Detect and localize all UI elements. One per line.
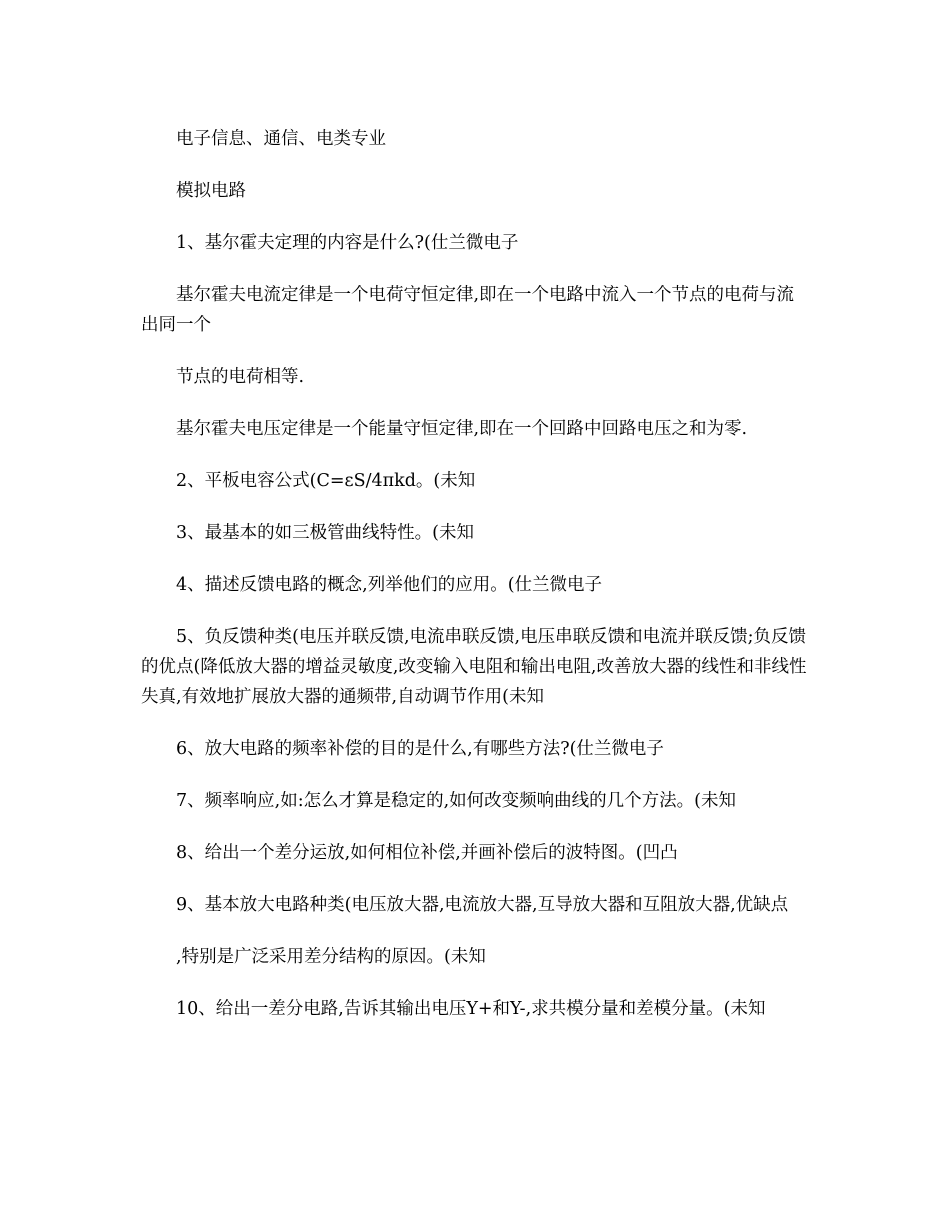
heading-major: 电子信息、通信、电类专业 xyxy=(176,129,386,149)
question-1: 1、基尔霍夫定理的内容是什么?(仕兰微电子 xyxy=(176,233,519,253)
heading-section: 模拟电路 xyxy=(176,181,246,201)
question-4: 4、描述反馈电路的概念,列举他们的应用。(仕兰微电子 xyxy=(176,575,603,595)
question-2: 2、平板电容公式(C=εS/4πkd。(未知 xyxy=(176,471,476,491)
question-7: 7、频率响应,如:怎么才算是稳定的,如何改变频响曲线的几个方法。(未知 xyxy=(176,791,736,811)
question-6: 6、放大电路的频率补偿的目的是什么,有哪些方法?(仕兰微电子 xyxy=(176,739,664,759)
answer-paragraph: 基尔霍夫电流定律是一个电荷守恒定律,即在一个电路中流入一个节点的电荷与流出同一个 xyxy=(141,285,795,335)
question-9-continued: ,特别是广泛采用差分结构的原因。(未知 xyxy=(176,947,486,967)
answer-paragraph: 基尔霍夫电压定律是一个能量守恒定律,即在一个回路中回路电压之和为零. xyxy=(176,419,748,439)
answer-paragraph: 节点的电荷相等. xyxy=(176,367,305,387)
document-body xyxy=(141,124,811,1024)
question-8: 8、给出一个差分运放,如何相位补偿,并画补偿后的波特图。(凹凸 xyxy=(176,843,678,863)
question-10: 10、给出一差分电路,告诉其输出电压Y+和Y-,求共模分量和差模分量。(未知 xyxy=(176,999,766,1019)
question-3: 3、最基本的如三极管曲线特性。(未知 xyxy=(176,523,474,543)
question-5: 5、负反馈种类(电压并联反馈,电流串联反馈,电压串联反馈和电流并联反馈;负反馈的优点(降低放大器的增益灵敏度,改变输入电阻和输出电阻,改善放大器的线性和非线性失真,有效地扩展放大器的通频带,自动调节作用(未知 xyxy=(141,627,807,707)
question-9: 9、基本放大电路种类(电压放大器,电流放大器,互导放大器和互阻放大器,优缺点 xyxy=(176,895,789,915)
